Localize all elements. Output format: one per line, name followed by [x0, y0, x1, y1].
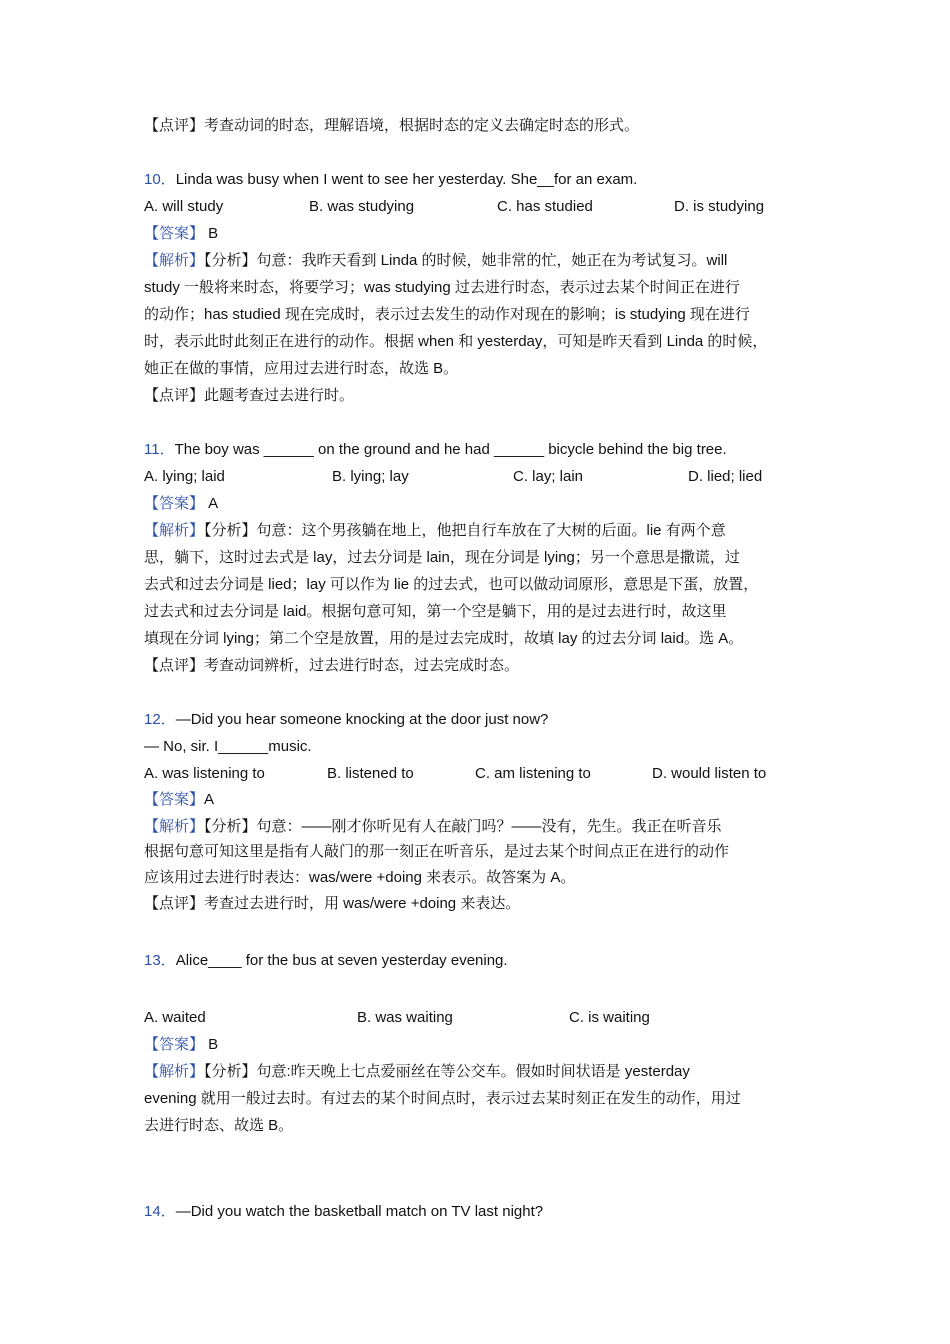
q11-option-a: A. lying; laid [144, 468, 225, 485]
q12-answer-label: 【答案】 [144, 791, 205, 808]
q9-comment: 【点评】考查动词的时态，理解语境，根据时态的定义去确定时态的形式。 [144, 117, 640, 134]
q13-answer-label: 【答案】 [144, 1036, 205, 1053]
q11-option-c: C. lay; lain [513, 468, 584, 485]
q11-analysis-line-3: 去式和过去分词是 lied；lay 可以作为 lie 的过去式，也可以做动词原形，意思是下蛋，放置， [144, 576, 759, 593]
q10-option-b: B. was studying [309, 198, 415, 215]
q10-option-d: D. is studying [674, 198, 765, 215]
q13-option-c: C. is waiting [569, 1009, 650, 1026]
q13-analysis-label: 【解析】 [144, 1063, 205, 1080]
q11-option-d: D. lied; lied [688, 468, 763, 485]
q11-stem-line [144, 440, 727, 460]
q11-analysis-line-4: 过去式和过去分词是 laid。根据句意可知，第一个空是躺下，用的是过去进行时，故这里 [144, 603, 727, 620]
q14-stem: —Did you watch the basketball match on TV last night? [175, 1203, 544, 1220]
q13-analysis-line-3: 去进行时态、故选 B。 [144, 1117, 294, 1134]
q13-option-a: A. waited [144, 1009, 206, 1026]
q12-stem-reply: — No, sir. I______music. [144, 738, 312, 755]
q13-option-b: B. was waiting [357, 1009, 453, 1026]
q12-analysis-line-2: 根据句意可知这里是指有人敲门的那一刻正在听音乐，是过去某个时间点正在进行的动作 [144, 843, 730, 860]
q11-comment: 【点评】考查动词辨析，过去进行时态，过去完成时态。 [144, 657, 520, 674]
q11-answer-label: 【答案】 [144, 495, 205, 512]
q13-number: 13． [144, 952, 176, 969]
q12-analysis-line-3: 应该用过去进行时表达：was/were +doing 来表示。故答案为 A。 [144, 869, 576, 886]
q12-analysis-label: 【解析】 [144, 818, 205, 835]
q10-option-c: C. has studied [497, 198, 593, 215]
q10-analysis-line-1: 【解析】【分析】句意：我昨天看到 Linda 的时候，她非常的忙，她正在为考试复习。will [144, 252, 728, 269]
q11-answer-value: A [204, 495, 219, 512]
q10-answer-label: 【答案】 [144, 225, 205, 242]
q10-comment: 【点评】此题考查过去进行时。 [144, 387, 355, 404]
q12-option-b: B. listened to [327, 765, 414, 782]
q11-number: 11． [144, 441, 175, 458]
q12-option-d: D. would listen to [652, 765, 767, 782]
q12-analysis-line-1: 【解析】【分析】句意：——刚才你听见有人在敲门吗？——没有，先生。我正在听音乐 [144, 818, 722, 835]
q13-answer-value: B [204, 1036, 219, 1053]
q13-stem-line [144, 951, 508, 971]
q13-analysis-line-2: evening 就用一般过去时。有过去的某个时间点时，表示过去某时刻正在发生的动作，用过 [144, 1090, 741, 1107]
q11-analysis-line-1: 【解析】【分析】句意：这个男孩躺在地上，他把自行车放在了大树的后面。lie 有两个意 [144, 522, 726, 539]
q10-analysis-line-4: 时，表示此时此刻正在进行的动作。根据 when 和 yesterday，可知是昨天看到 Linda 的时候， [144, 333, 768, 350]
q13-stem: Alice____ for the bus at seven yesterday evening. [175, 952, 508, 969]
q11-option-b: B. lying; lay [332, 468, 409, 485]
q10-analysis-line-5: 她正在做的事情，应用过去进行时态，故选 B。 [144, 360, 459, 377]
q10-analysis-label: 【解析】 [144, 252, 205, 269]
q10-stem: Linda was busy when I went to see her yesterday. She__for an exam. [175, 171, 638, 188]
q11-stem: The boy was ______ on the ground and he had ______ bicycle behind the big tree. [174, 441, 727, 458]
q10-answer [144, 224, 218, 244]
q12-number: 12． [144, 711, 176, 728]
q12-stem: —Did you hear someone knocking at the door just now? [175, 711, 549, 728]
q12-answer [144, 790, 214, 810]
q14-number: 14． [144, 1203, 176, 1220]
q12-comment: 【点评】考查过去进行时，用 was/were +doing 来表达。 [144, 895, 521, 912]
q11-analysis-line-2: 思，躺下，这时过去式是 lay，过去分词是 lain，现在分词是 lying；另一个意思是撒谎，过 [144, 549, 740, 566]
q12-answer-value: A [204, 791, 215, 808]
q14-stem-line [144, 1202, 543, 1222]
q12-option-c: C. am listening to [475, 765, 591, 782]
q10-analysis-line-3: 的动作；has studied 现在完成时，表示过去发生的动作对现在的影响；is studying 现在进行 [144, 306, 750, 323]
q11-analysis-label: 【解析】 [144, 522, 205, 539]
q11-analysis-line-5: 填现在分词 lying；第二个空是放置，用的是过去完成时，故填 lay 的过去分词 laid。选 A。 [144, 630, 744, 647]
q13-answer [144, 1035, 218, 1055]
q10-analysis-line-2: study 一般将来时态，将要学习；was studying 过去进行时态，表示过去某个时间正在进行 [144, 279, 740, 296]
q11-answer [144, 494, 218, 514]
q10-answer-value: B [204, 225, 219, 242]
q10-stem-line [144, 170, 637, 190]
q10-option-a: A. will study [144, 198, 224, 215]
q12-option-a: A. was listening to [144, 765, 265, 782]
q10-number: 10． [144, 171, 176, 188]
q12-stem-line [144, 710, 548, 730]
q13-analysis-line-1: 【解析】【分析】句意:昨天晚上七点爱丽丝在等公交车。假如时间状语是 yesterday [144, 1063, 690, 1080]
